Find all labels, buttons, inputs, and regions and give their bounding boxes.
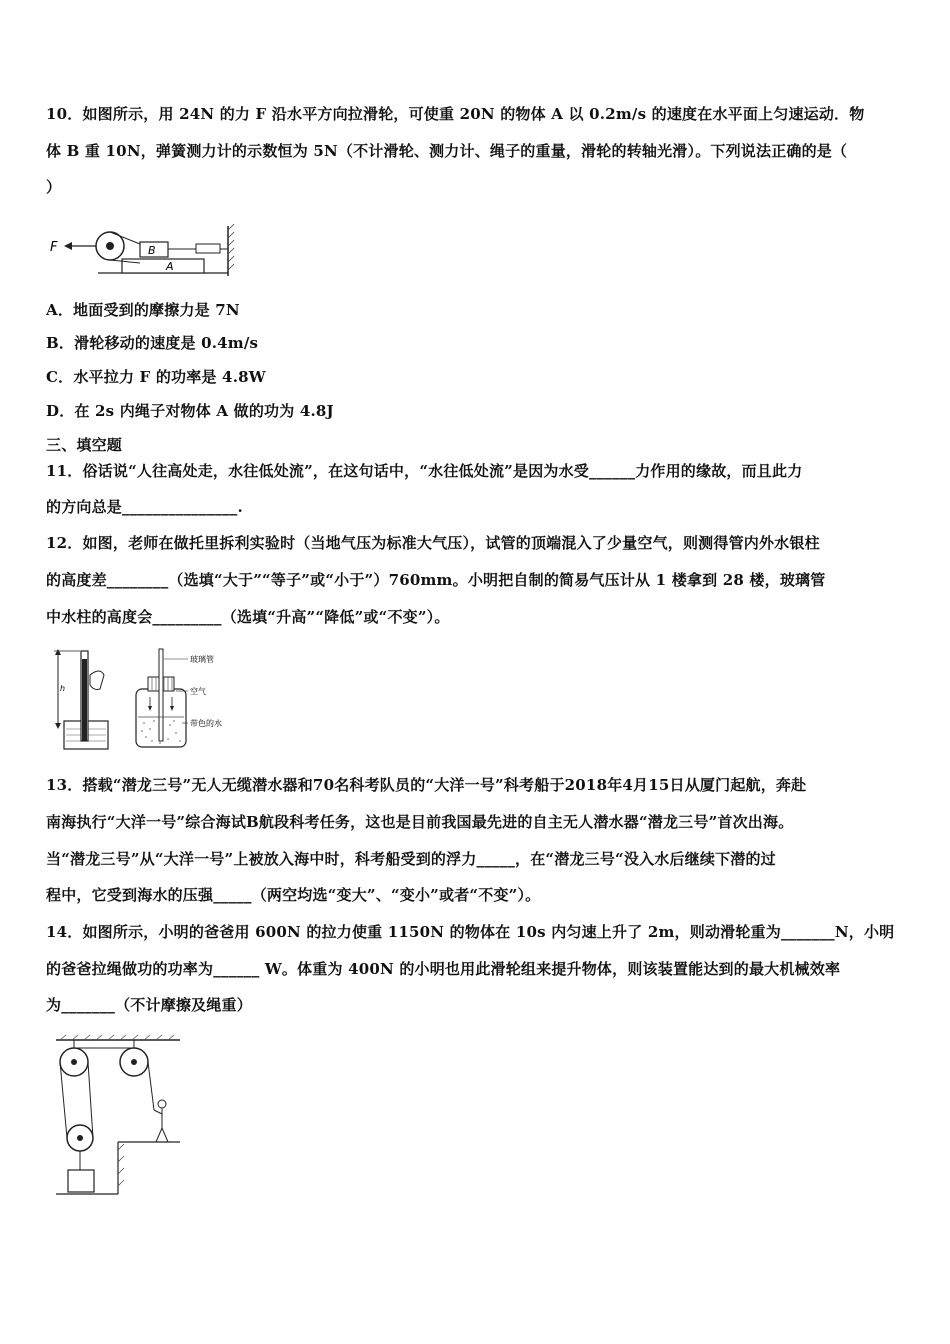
q13-line-4: 程中，它受到海水的压强_____（两空均选“变大”、“变小”或者“不变”）。	[46, 886, 541, 904]
wall-hatch	[228, 224, 234, 270]
person-head	[158, 1100, 166, 1108]
q10-option-c: C．水平拉力 F 的功率是 4.8W	[46, 368, 266, 386]
q10-pulley-figure	[48, 222, 236, 278]
q12-line-3: 中水柱的高度会_________（选填“升高”“降低”或“不变”）。	[46, 608, 450, 626]
q14-line-2: 的爸爸拉绳做功的功率为______ W。体重为 400N 的小明也用此滑轮组来提升物体，则该装置能达到的最大机械效率	[46, 960, 841, 978]
block-a	[122, 259, 204, 273]
q13-line-1: 13．搭载“潜龙三号”无人无缆潜水器和70名科考队员的“大洋一号”科考船于2018年4月15日从厦门起航，奔赴	[46, 776, 807, 794]
label-b: B	[148, 244, 156, 257]
q11-line-2: 的方向总是_______________.	[46, 498, 243, 516]
q14-pulley-system-figure	[52, 1034, 186, 1202]
q10-line-1: 10．如图所示，用 24N 的力 F 沿水平方向拉滑轮，可使重 20N 的物体 A 以 0.2m/s 的速度在水平面上匀速运动．物	[46, 105, 865, 123]
q12-line-2: 的高度差________（选填“大于”“等子”或“小于”）760mm。小明把自制的简易气压计从 1 楼拿到 28 楼，玻璃管	[46, 571, 826, 589]
q13-line-3: 当“潜龙三号”从“大洋一号”上被放入海中时，科考船受到的浮力_____，在“潜龙三号“没入水后继续下潜的过	[46, 850, 776, 868]
q10-line-3: ）	[46, 178, 62, 196]
q10-option-d: D．在 2s 内绳子对物体 A 做的功为 4.8J	[46, 402, 334, 420]
load-block	[68, 1170, 94, 1192]
q10-option-a: A．地面受到的摩擦力是 7N	[46, 301, 240, 319]
q11-line-1: 11．俗话说“人往高处走，水往低处流”，在这句话中，“水往低处流”是因为水受______力作用的缘故，而且此力	[46, 462, 803, 480]
q14-line-1: 14．如图所示，小明的爸爸用 600N 的拉力使重 1150N 的物体在 10s 内匀速上升了 2m，则动滑轮重为_______N，小明	[46, 923, 895, 941]
q10-option-b: B．滑轮移动的速度是 0.4m/s	[46, 334, 259, 352]
q10-line-2: 体 B 重 10N，弹簧测力计的示数恒为 5N（不计滑轮、测力计、绳子的重量，滑轮的转轴光滑）。下列说法正确的是（	[46, 142, 848, 160]
spring-scale	[196, 244, 220, 253]
label-tube: 玻璃管	[190, 655, 214, 664]
label-water: 带色的水	[190, 719, 222, 728]
section-title: 三、填空题	[46, 436, 123, 454]
q12-line-1: 12．如图，老师在做托里拆利实验时（当地气压为标准大气压），试管的顶端混入了少量空气，则测得管内外水银柱	[46, 534, 820, 552]
label-f: F	[50, 240, 58, 255]
q13-line-2: 南海执行“大洋一号”综合海试B航段科考任务，这也是目前我国最先进的自主无人潜水器“潜龙三号”首次出海。	[46, 813, 794, 831]
label-air: 空气	[190, 687, 206, 696]
hand	[90, 671, 104, 690]
q14-line-3: 为_______（不计摩擦及绳重）	[46, 996, 252, 1014]
q12-barometer-figure	[50, 645, 240, 753]
label-a: A	[166, 260, 174, 273]
label-h: h	[60, 684, 66, 693]
